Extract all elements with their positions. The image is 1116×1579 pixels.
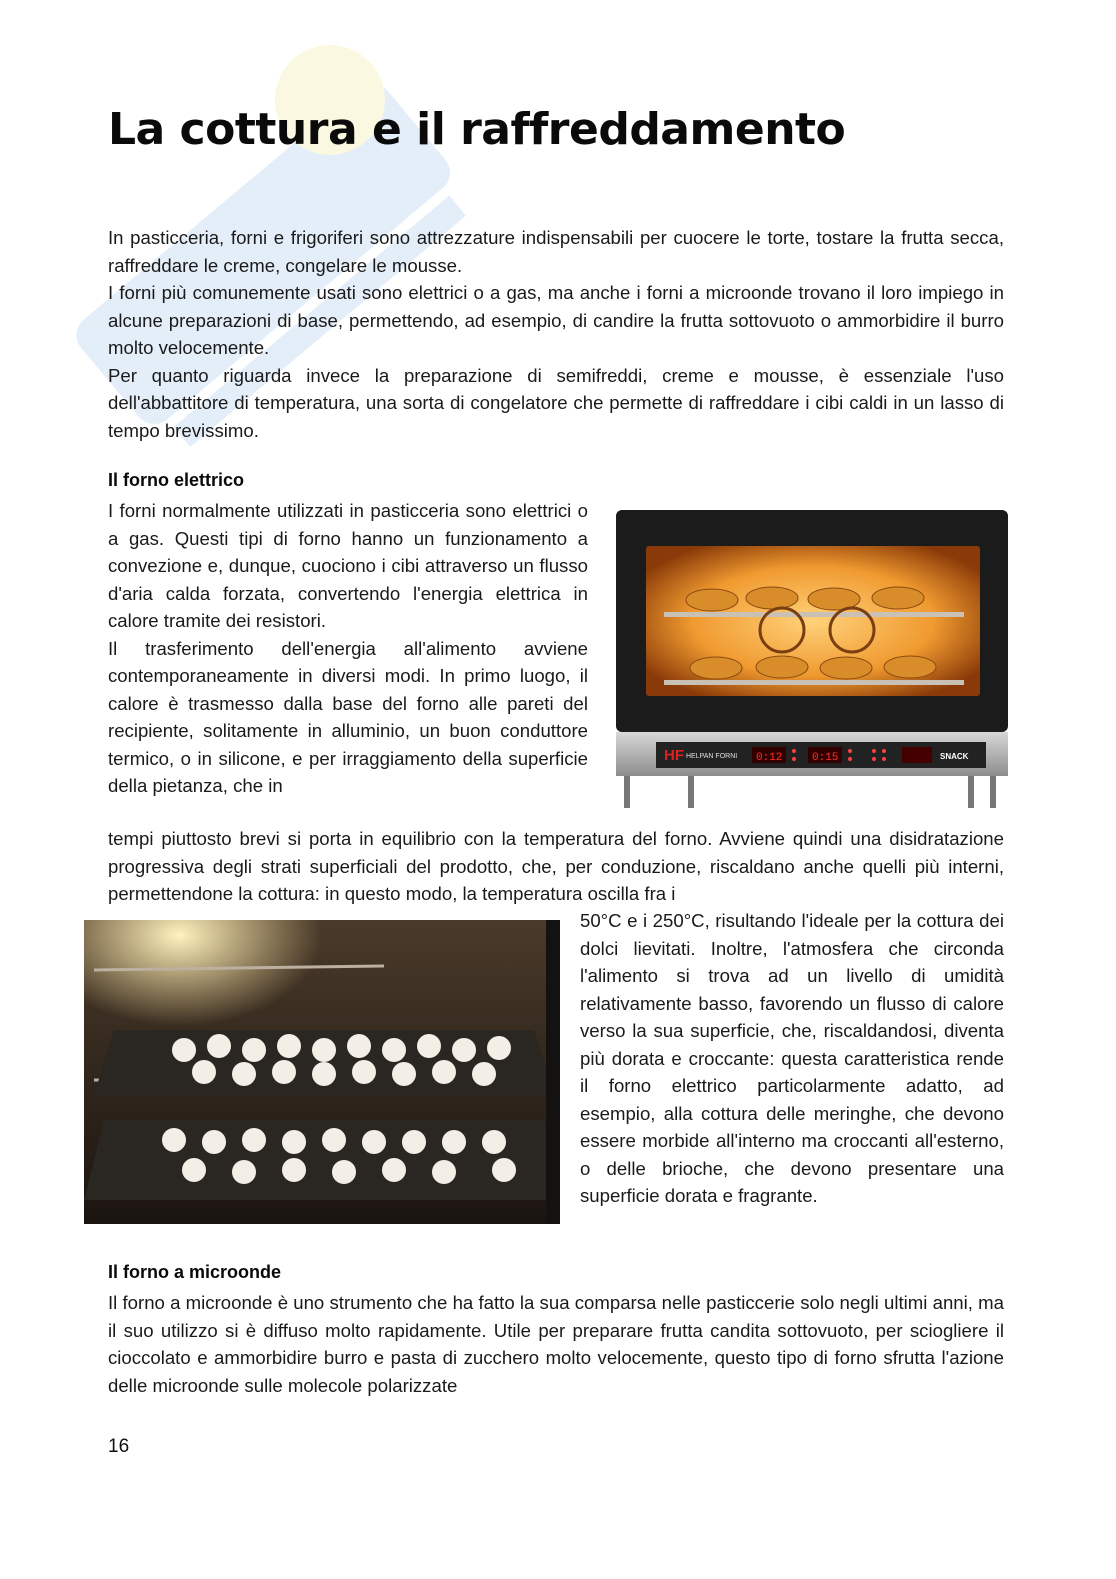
microwave-text xyxy=(108,1289,1004,1399)
intro-section xyxy=(108,224,1004,444)
oven-model-label: SNACK xyxy=(940,752,969,761)
page-title: La cottura e il raffreddamento xyxy=(108,104,846,155)
oven-brand: HF xyxy=(664,747,684,764)
electric-paragraph-2: Il trasferimento dell'energia all'alimento avviene contemporaneamente in diversi modi. In primo luogo, il calore è trasmesso dalla base del forno alle pareti del recipiente, solitamente in alluminio, un buon conduttore termico, o in silicone, e per irraggiamento della superficie della pietanza, che in xyxy=(108,637,588,796)
oven-temp-display: 0:15 xyxy=(812,752,839,764)
electric-right-text xyxy=(580,907,1004,1210)
electric-column-text xyxy=(108,497,588,800)
electric-paragraph-1: I forni normalmente utilizzati in pasticceria sono elettrici o a gas. Questi tipi di forno hanno un funzionamento a convezione e, dunque, cuociono i cibi attraverso un flusso d'aria calda forzata, convertendo l'energia elettrica in calore tramite dei resistori. xyxy=(108,500,588,631)
electric-full-width-text xyxy=(108,825,1004,908)
electric-paragraph-2-cont: tempi piuttosto brevi si porta in equilibrio con la temperatura del forno. Avviene quindi una disidratazione progressiva degli strati superficiali del prodotto, che, per conduzione, riscaldano anche quelli più interni, permettendone la cottura: in questo modo, la temperatura oscilla fra i xyxy=(108,828,1004,904)
section-heading-microwave xyxy=(108,1262,281,1283)
microwave-paragraph-1: Il forno a microonde è uno strumento che ha fatto la sua comparsa nelle pasticcerie solo negli ultimi anni, ma il suo utilizzo si è diffuso molto rapidamente. Utile per preparare frutta candita sottovuoto, per sciogliere il cioccolato e ammorbidire burro e pasta di zucchero molto velocemente, questo tipo di forno sfrutta l'azione delle microonde sulle molecole polarizzate xyxy=(108,1292,1004,1396)
section-heading-electric xyxy=(108,470,244,491)
heading-text: Il forno elettrico xyxy=(108,470,245,490)
intro-paragraph: In pasticceria, forni e frigoriferi sono attrezzature indispensabili per cuocere le torte, tostare la frutta secca, raffreddare le creme, congelare le mousse. xyxy=(108,227,1004,276)
oven-brand-name: HELPAN FORNI xyxy=(686,753,738,760)
intro-paragraph: Per quanto riguarda invece la preparazione di semifreddi, creme e mousse, è essenziale l'uso dell'abbattitore di temperatura, una sorta di congelatore che permette di raffreddare i cibi caldi in un lasso di tempo brevissimo. xyxy=(108,364,1004,441)
heading-text: Il forno a microonde xyxy=(108,1262,282,1282)
page-number: 16 xyxy=(108,1436,130,1457)
convection-oven-image xyxy=(612,502,1010,808)
intro-paragraph: I forni più comunemente usati sono elettrici o a gas, ma anche i forni a microonde trovano il loro impiego in alcune preparazioni di base, permettendo, ad esempio, di candire la frutta sottovuoto o ammorbidire il burro molto velocemente. xyxy=(108,282,1004,358)
meringue-oven-image xyxy=(84,920,560,1224)
oven-time-display: 0:12 xyxy=(756,752,783,764)
electric-paragraph-2-end: 50°C e i 250°C, risultando l'ideale per la cottura dei dolci lievitati. Inoltre, l'atmosfera che circonda l'alimento si trova ad un livello di umidità relativamente basso, favorendo un flusso di calore verso la sua superficie, che, riscaldandosi, diventa più dorata e croccante: questa caratteristica rende il forno elettrico particolarmente adatto, ad esempio, alla cottura delle meringhe, che devono essere morbide all'interno ma croccanti all'esterno, o delle brioche, che devono presentare una superficie dorata e fragrante. xyxy=(580,910,1004,1206)
